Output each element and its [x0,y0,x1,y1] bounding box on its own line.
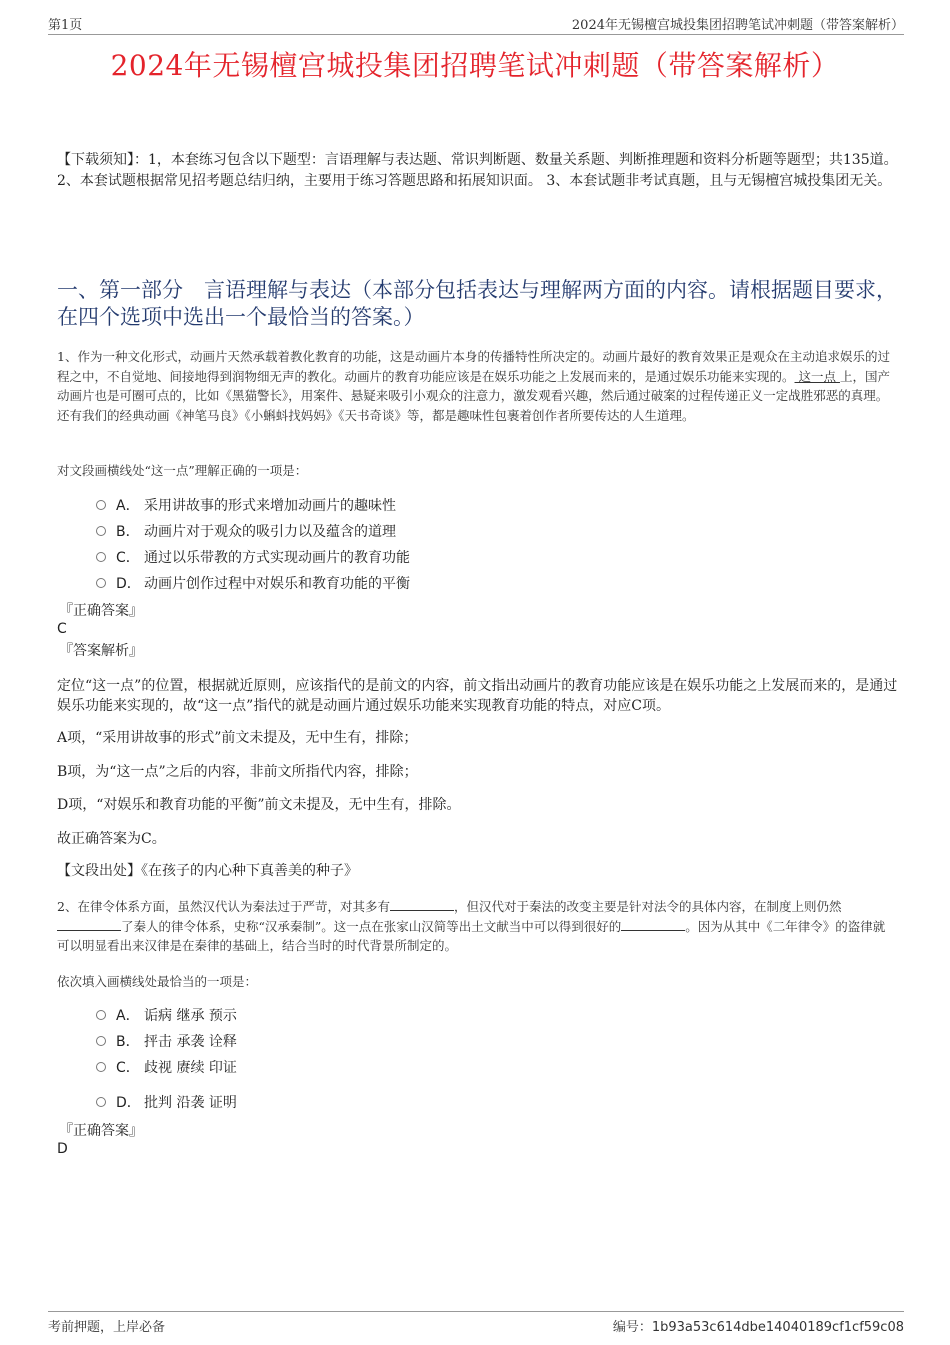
radio-icon[interactable] [96,1097,106,1107]
radio-icon[interactable] [96,1062,106,1072]
q2-option-d[interactable]: D． 批判 沿袭 证明 [96,1093,237,1113]
page-footer [48,1311,904,1335]
blank-line [390,898,454,911]
q1-analysis-b: B项，为“这一点”之后的内容，非前文所指代内容，排除； [57,764,418,780]
q1-option-a[interactable]: A． 采用讲故事的形式来增加动画片的趣味性 [96,496,396,516]
header-doc-title: 2024年无锡檀宫城投集团招聘笔试冲刺题（带答案解析） [571,18,904,33]
q1-underlined-phrase: 这一点 [794,368,840,384]
radio-icon[interactable] [96,552,106,562]
q2-passage: 2、在律令体系方面，虽然汉代认为秦法过于严苛，对其多有 ，但汉代对于秦法的改变主要是针对法令的具体内容，在制度上则仍然了秦人的律令体系，史称“汉承秦制”。这一点在张家山汉简等出土文献当中可以得到很好的 。因为从其中《二年律令》的盗律就可以明显看出来汉律是在秦律的基础上，结合当时的时代背景所制定的。 [57,899,886,953]
q1-analysis-a: A项，“采用讲故事的形式”前文未提及，无中生有，排除； [57,730,418,746]
download-notice: 【下载须知】：1，本套练习包含以下题型：言语理解与表达题、常识判断题、数量关系题、判断推理题和资料分析题等题型；共135道。 2、本套试题根据常见招考题总结归纳，主要用于练习答题思路和拓展知识面。 3、本套试题非考试真题，且与无锡檀宫城投集团无关。 [57,152,898,189]
radio-icon[interactable] [96,500,106,510]
q1-analysis-d: D项，“对娱乐和教育功能的平衡”前文未提及，无中生有，排除。 [57,797,461,813]
q1-passage-part2: 上，国产动画片也是可圈可点的，比如《黑猫警长》，用案件、悬疑来吸引小观众的注意力，激发观看兴趣，然后通过破案的过程传递正义一定战胜邪恶的真理。还有我们的经典动画《神笔马良》《小蝌蚪找妈妈》《天书奇谈》等，都是趣味性包裹着创作者所要传达的人生道理。 [57,368,890,423]
document-title: 2024年无锡檀宫城投集团招聘笔试冲刺题（带答案解析） [110,49,840,82]
q1-passage [57,347,897,425]
q1-option-d[interactable]: D． 动画片创作过程中对娱乐和教育功能的平衡 [96,574,410,594]
q1-answer: C [57,621,67,637]
page-number: 第1页 [48,18,83,33]
q2-prompt: 依次填入画横线处最恰当的一项是： [57,974,258,989]
q1-prompt: 对文段画横线处“这一点”理解正确的一项是： [57,463,308,478]
radio-icon[interactable] [96,578,106,588]
q2-option-a[interactable]: A． 诟病 继承 预示 [96,1006,237,1026]
blank-line [621,918,685,931]
q2-answer: D [57,1141,68,1157]
q2-answer-label: 『正确答案』 [59,1123,143,1139]
footer-slogan: 考前押题，上岸必备 [48,1320,166,1335]
q2-option-b[interactable]: B． 抨击 承袭 诠释 [96,1032,237,1052]
q2-option-c[interactable]: C． 歧视 赓续 印证 [96,1058,237,1078]
section-title: 一、第一部分 言语理解与表达（本部分包括表达与理解两方面的内容。请根据题目要求，在四个选项中选出一个最恰当的答案。） [57,278,897,329]
blank-line [57,918,121,931]
q1-analysis-main: 定位“这一点”的位置，根据就近原则，应该指代的是前文的内容，前文指出动画片的教育功能应该是在娱乐功能之上发展而来的，是通过娱乐功能来实现的，故“这一点”指代的就是动画片通过娱乐功能来实现教育功能的特点，对应C项。 [57,678,898,714]
q1-analysis-label: 『答案解析』 [59,643,143,659]
radio-icon[interactable] [96,1010,106,1020]
page-header [48,14,904,35]
q1-analysis-conclusion: 故正确答案为C。 [57,831,166,847]
q1-answer-label: 『正确答案』 [59,603,143,619]
q1-option-c[interactable]: C． 通过以乐带教的方式实现动画片的教育功能 [96,548,410,568]
radio-icon[interactable] [96,1036,106,1046]
q1-source: 【文段出处】《在孩子的内心种下真善美的种子》 [57,863,358,879]
q1-passage-part1: 1、作为一种文化形式，动画片天然承载着教化教育的功能，这是动画片本身的传播特性所决定的。动画片最好的教育效果正是观众在主动追求娱乐的过程之中，不自觉地、间接地得到润物细无声的教化。动画片的教育功能应该是在娱乐功能之上发展而来的，是通过娱乐功能来实现的。 [57,349,890,384]
radio-icon[interactable] [96,526,106,536]
q1-option-b[interactable]: B． 动画片对于观众的吸引力以及蕴含的道理 [96,522,396,542]
footer-code: 编号：1b93a53c614dbe14040189cf1cf59c08 [612,1320,904,1335]
